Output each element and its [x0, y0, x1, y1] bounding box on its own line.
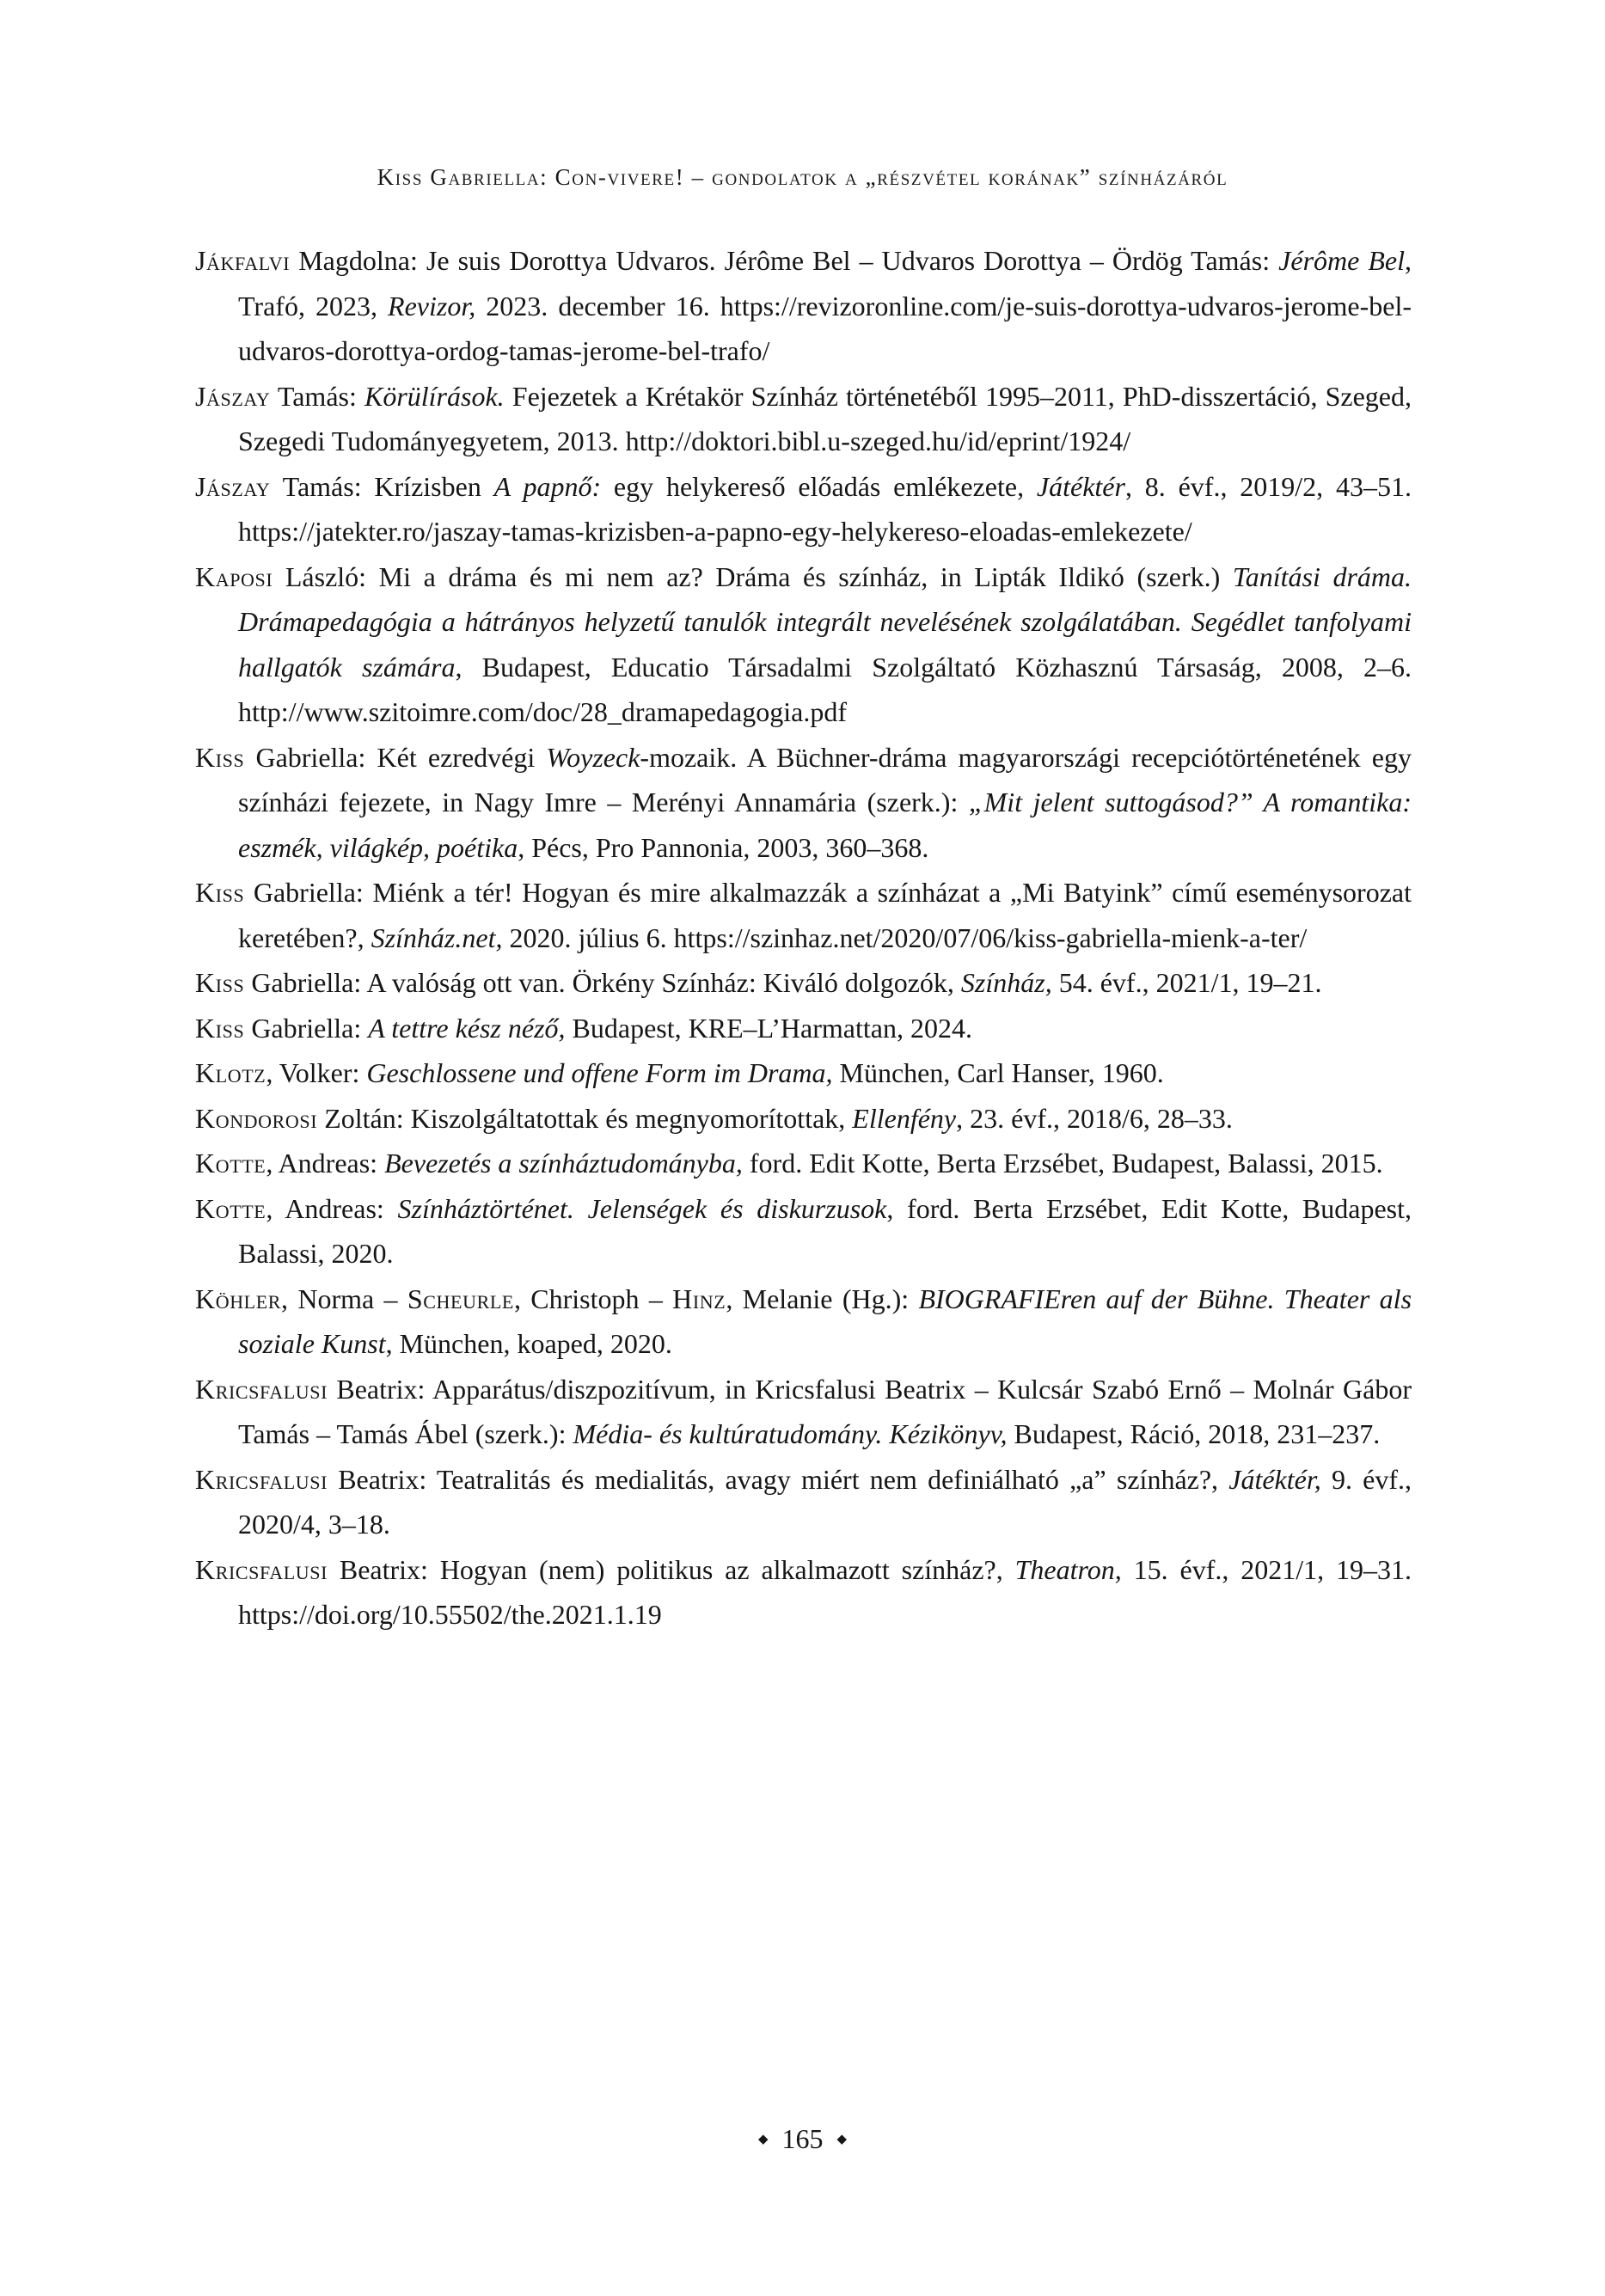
- bibliography-entry: [195, 374, 1412, 464]
- bibliography-entry: [195, 464, 1412, 554]
- entry-text: László: Mi a dráma és mi nem az? Dráma és színház, in Lipták Ildikó (szerk.): [273, 560, 1233, 592]
- work-title: Játéktér,: [1228, 1463, 1321, 1495]
- entry-text: Beatrix: Apparátus/diszpozitívum, in Kricsfalusi Beatrix – Kulcsár Szabó Ernő – Molnár Gábor Tamás – Tamás Ábel (szerk.):: [238, 1373, 1412, 1449]
- entry-text: Beatrix: Hogyan (nem) politikus az alkalmazott színház?,: [328, 1553, 1015, 1585]
- bibliography-entry: [195, 870, 1412, 960]
- bibliography-entry: [195, 238, 1412, 374]
- work-title: Theatron,: [1014, 1553, 1122, 1585]
- entry-text: , Norma –: [281, 1283, 407, 1314]
- author-name: Kiss: [195, 877, 245, 908]
- entry-text: Budapest, KRE–L’Harmattan, 2024.: [565, 1012, 972, 1044]
- entry-text: , 8. évf., 2019/2, 43–51. https://jatekter.ro/jaszay-tamas-krizisben-a-papno-egy-helykereso-eloadas-emlekezete/: [238, 470, 1412, 547]
- author-name: Klotz: [195, 1057, 266, 1088]
- work-title: Média- és kultúratudomány. Kézikönyv,: [573, 1418, 1008, 1449]
- entry-text: 9. évf., 2020/4, 3–18.: [238, 1463, 1412, 1540]
- bibliography-entry: [195, 1277, 1412, 1367]
- diamond-ornament-left-icon: ◆: [757, 2131, 769, 2146]
- work-title: Bevezetés a színháztudományba,: [384, 1148, 743, 1179]
- bibliography-entry: [195, 554, 1412, 735]
- bibliography-entry: [195, 735, 1412, 871]
- author-name: Kricsfalusi: [195, 1373, 328, 1405]
- author-name: Hinz: [672, 1283, 726, 1314]
- entry-text: Tamás:: [270, 380, 364, 412]
- diamond-ornament-right-icon: ◆: [836, 2131, 848, 2146]
- entry-text: , Andreas:: [266, 1148, 385, 1179]
- entry-text: , Volker:: [266, 1057, 367, 1088]
- running-header-text: Kiss Gabriella: Con-vivere! – gondolatok a „részvétel korának” színházáról: [377, 164, 1228, 190]
- running-header: [0, 163, 1605, 191]
- entry-text: 54. évf., 2021/1, 19–21.: [1051, 967, 1322, 998]
- bibliography-entry: [195, 1050, 1412, 1096]
- entry-text: Magdolna: Je suis Dorottya Udvaros. Jérôme Bel – Udvaros Dorottya – Ördög Tamás:: [290, 245, 1279, 276]
- bibliography-list: [195, 238, 1412, 1638]
- author-name: Kiss: [195, 741, 245, 773]
- author-name: Jászay: [195, 380, 271, 412]
- bibliography-entry: [195, 1096, 1412, 1142]
- author-name: Kiss: [195, 967, 245, 998]
- entry-text: , 23. évf., 2018/6, 28–33.: [956, 1102, 1233, 1134]
- entry-text: Zoltán: Kiszolgáltatottak és megnyomorítottak,: [317, 1102, 853, 1134]
- page-number: 165: [781, 2123, 824, 2154]
- entry-text: , Pécs, Pro Pannonia, 2003, 360–368.: [518, 831, 929, 863]
- work-title: Woyzeck: [546, 741, 640, 773]
- entry-text: 15. évf., 2021/1, 19–31. https://doi.org/10.55502/the.2021.1.19: [238, 1553, 1412, 1630]
- author-name: Kiss: [195, 1012, 245, 1044]
- work-title: Geschlossene und offene Form im Drama,: [366, 1057, 833, 1088]
- author-name: Köhler: [195, 1283, 282, 1314]
- entry-text: -mozaik. A Büchner-dráma magyarországi recepciótörténetének egy színházi fejezete, in Nagy Imre – Merényi Annamária (szerk.):: [238, 741, 1412, 817]
- entry-text: ford. Edit Kotte, Berta Erzsébet, Budapest, Balassi, 2015.: [742, 1148, 1383, 1179]
- bibliography-entry: [195, 1141, 1412, 1186]
- work-title: A tettre kész néző,: [368, 1012, 566, 1044]
- entry-text: 2023. december 16. https://revizoronline.com/je-suis-dorottya-udvaros-jerome-bel-udvaros-dorottya-ordog-tamas-jerome-bel-trafo/: [238, 290, 1412, 366]
- author-name: Kricsfalusi: [195, 1463, 328, 1495]
- author-name: Kondorosi: [195, 1102, 318, 1134]
- entry-text: , ford. Berta Erzsébet, Edit Kotte, Budapest, Balassi, 2020.: [238, 1192, 1412, 1269]
- entry-text: München, Carl Hanser, 1960.: [832, 1057, 1164, 1088]
- work-title: Színház.net,: [371, 921, 503, 953]
- entry-text: , Christoph –: [513, 1283, 673, 1314]
- entry-text: egy helykereső előadás emlékezete,: [601, 470, 1037, 502]
- entry-text: , Budapest, Educatio Társadalmi Szolgáltató Közhasznú Társaság, 2008, 2–6. http://www.szitoimre.com/doc/28_dramapedagogia.pdf: [238, 651, 1412, 727]
- entry-text: Budapest, Ráció, 2018, 231–237.: [1007, 1418, 1381, 1449]
- bibliography-entry: [195, 1186, 1412, 1277]
- author-name: Jászay: [195, 470, 271, 502]
- work-title: Tanítási dráma. Drámapedagógia a hátrányos helyzetű tanulók integrált nevelésének szolgálatában. Segédlet tanfolyami hallgatók számára: [238, 560, 1412, 683]
- bibliography-entry: [195, 1367, 1412, 1457]
- author-name: Kricsfalusi: [195, 1553, 328, 1585]
- work-title: Jérôme Bel: [1278, 245, 1406, 276]
- entry-text: , Trafó, 2023,: [238, 245, 1412, 321]
- bibliography-entry: [195, 1547, 1412, 1638]
- entry-text: , Melanie (Hg.):: [726, 1283, 919, 1314]
- entry-text: Fejezetek a Krétakör Színház történetéből 1995–2011, PhD-disszertáció, Szeged, Szegedi Tudományegyetem, 2013. http://doktori.bibl.u-szeged.hu/id/eprint/1924/: [238, 380, 1412, 456]
- work-title: Ellenfény: [852, 1102, 957, 1134]
- work-title: Színháztörténet. Jelenségek és diskurzusok: [397, 1192, 887, 1224]
- entry-text: Tamás: Krízisben: [270, 470, 494, 502]
- entry-text: Gabriella: Két ezredvégi: [244, 741, 547, 773]
- entry-text: Beatrix: Teatralitás és medialitás, avagy miért nem definiálható „a” színház?,: [328, 1463, 1229, 1495]
- work-title: Körülírások.: [364, 380, 505, 412]
- author-name: Kotte: [195, 1192, 266, 1224]
- work-title: BIOGRAFIEren auf der Bühne. Theater als soziale Kunst: [238, 1283, 1412, 1359]
- author-name: Kotte: [195, 1148, 266, 1179]
- work-title: A papnő:: [493, 470, 602, 502]
- author-name: Scheurle: [407, 1283, 514, 1314]
- bibliography-entry: [195, 1006, 1412, 1051]
- bibliography-entry: [195, 960, 1412, 1006]
- work-title: Revizor,: [388, 290, 476, 321]
- entry-text: Gabriella:: [244, 1012, 369, 1044]
- entry-text: , Andreas:: [266, 1192, 398, 1224]
- entry-text: Gabriella: Miénk a tér! Hogyan és mire alkalmazzák a színházat a „Mi Batyink” című eseménysorozat keretében?,: [238, 877, 1412, 953]
- bibliography-entry: [195, 1457, 1412, 1547]
- page-footer: [0, 2116, 1605, 2162]
- author-name: Jákfalvi: [195, 245, 291, 276]
- work-title: Játéktér: [1036, 470, 1125, 502]
- work-title: „Mit jelent suttogásod?” A romantika: eszmék, világkép, poétika: [238, 787, 1412, 863]
- entry-text: Gabriella: A valóság ott van. Örkény Színház: Kiváló dolgozók,: [244, 967, 961, 998]
- work-title: Színház,: [960, 967, 1052, 998]
- entry-text: 2020. július 6. https://szinhaz.net/2020/07/06/kiss-gabriella-mienk-a-ter/: [502, 921, 1308, 953]
- entry-text: , München, koaped, 2020.: [385, 1328, 672, 1359]
- author-name: Kaposi: [195, 560, 273, 592]
